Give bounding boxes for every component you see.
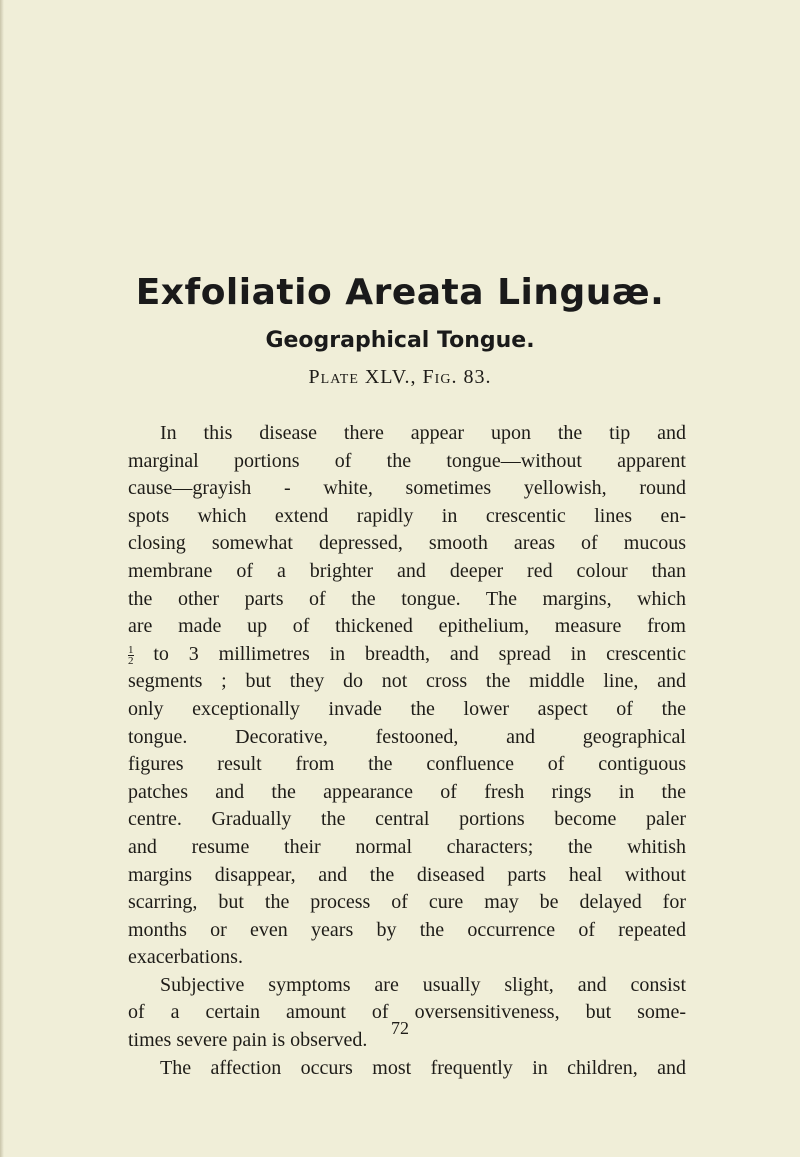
text-line: Subjective symptoms are usually slight, and consist — [160, 973, 686, 996]
text-line: times severe pain is observed. — [128, 1029, 368, 1052]
page-subtitle: Geographical Tongue. — [265, 328, 535, 353]
text-line: tongue. Decorative, festooned, and geographical — [128, 725, 686, 748]
paragraph-3 — [128, 1055, 686, 1083]
text-line: closing somewhat depressed, smooth areas of mucous — [128, 532, 686, 555]
text-line: margins disappear, and the diseased parts heal without — [128, 863, 686, 886]
text-line: figures result from the confluence of contiguous — [128, 753, 686, 776]
half-fraction — [128, 645, 134, 666]
paragraph-2 — [128, 972, 686, 1055]
text-line: of a certain amount of oversensitiveness, but some- — [128, 1001, 686, 1024]
text-line: the other parts of the tongue. The margins, which — [128, 587, 686, 610]
page-spine-shadow — [0, 0, 4, 1157]
text-line: The affection occurs most frequently in children, and — [160, 1056, 686, 1079]
text-line: only exceptionally invade the lower aspect of the — [128, 697, 686, 720]
text-line-with-fraction — [128, 641, 686, 669]
text-line: scarring, but the process of cure may be delayed for — [128, 891, 686, 914]
text-line: segments ; but they do not cross the middle line, and — [128, 670, 686, 693]
text-line-content: to 3 millimetres in breadth, and spread in crescentic — [153, 642, 687, 665]
text-line: centre. Gradually the central portions become paler — [128, 808, 686, 831]
fraction-numerator: 1 — [128, 643, 134, 656]
text-line: In this disease there appear upon the tip and — [160, 422, 686, 444]
page-number: 72 — [391, 1018, 409, 1038]
plate-reference: Plate XLV., Fig. 83. — [308, 366, 492, 388]
text-line: and resume their normal characters; the whitish — [128, 835, 686, 858]
paragraph-1 — [128, 420, 686, 972]
page-title: Exfoliatio Areata Linguæ. — [135, 272, 665, 313]
text-line: are made up of thickened epithelium, measure from — [128, 615, 686, 638]
text-line: exacerbations. — [128, 946, 243, 969]
text-line: cause—grayish - white, sometimes yellowish, round — [128, 477, 686, 500]
fraction-denominator: 2 — [128, 654, 134, 667]
text-line: marginal portions of the tongue—without apparent — [128, 449, 686, 472]
text-line: spots which extend rapidly in crescentic lines en- — [128, 504, 686, 527]
text-line: months or even years by the occurrence of repeated — [128, 918, 686, 941]
body-text — [128, 420, 686, 1082]
text-line: patches and the appearance of fresh rings in the — [128, 780, 686, 803]
text-line: membrane of a brighter and deeper red colour than — [128, 559, 686, 582]
